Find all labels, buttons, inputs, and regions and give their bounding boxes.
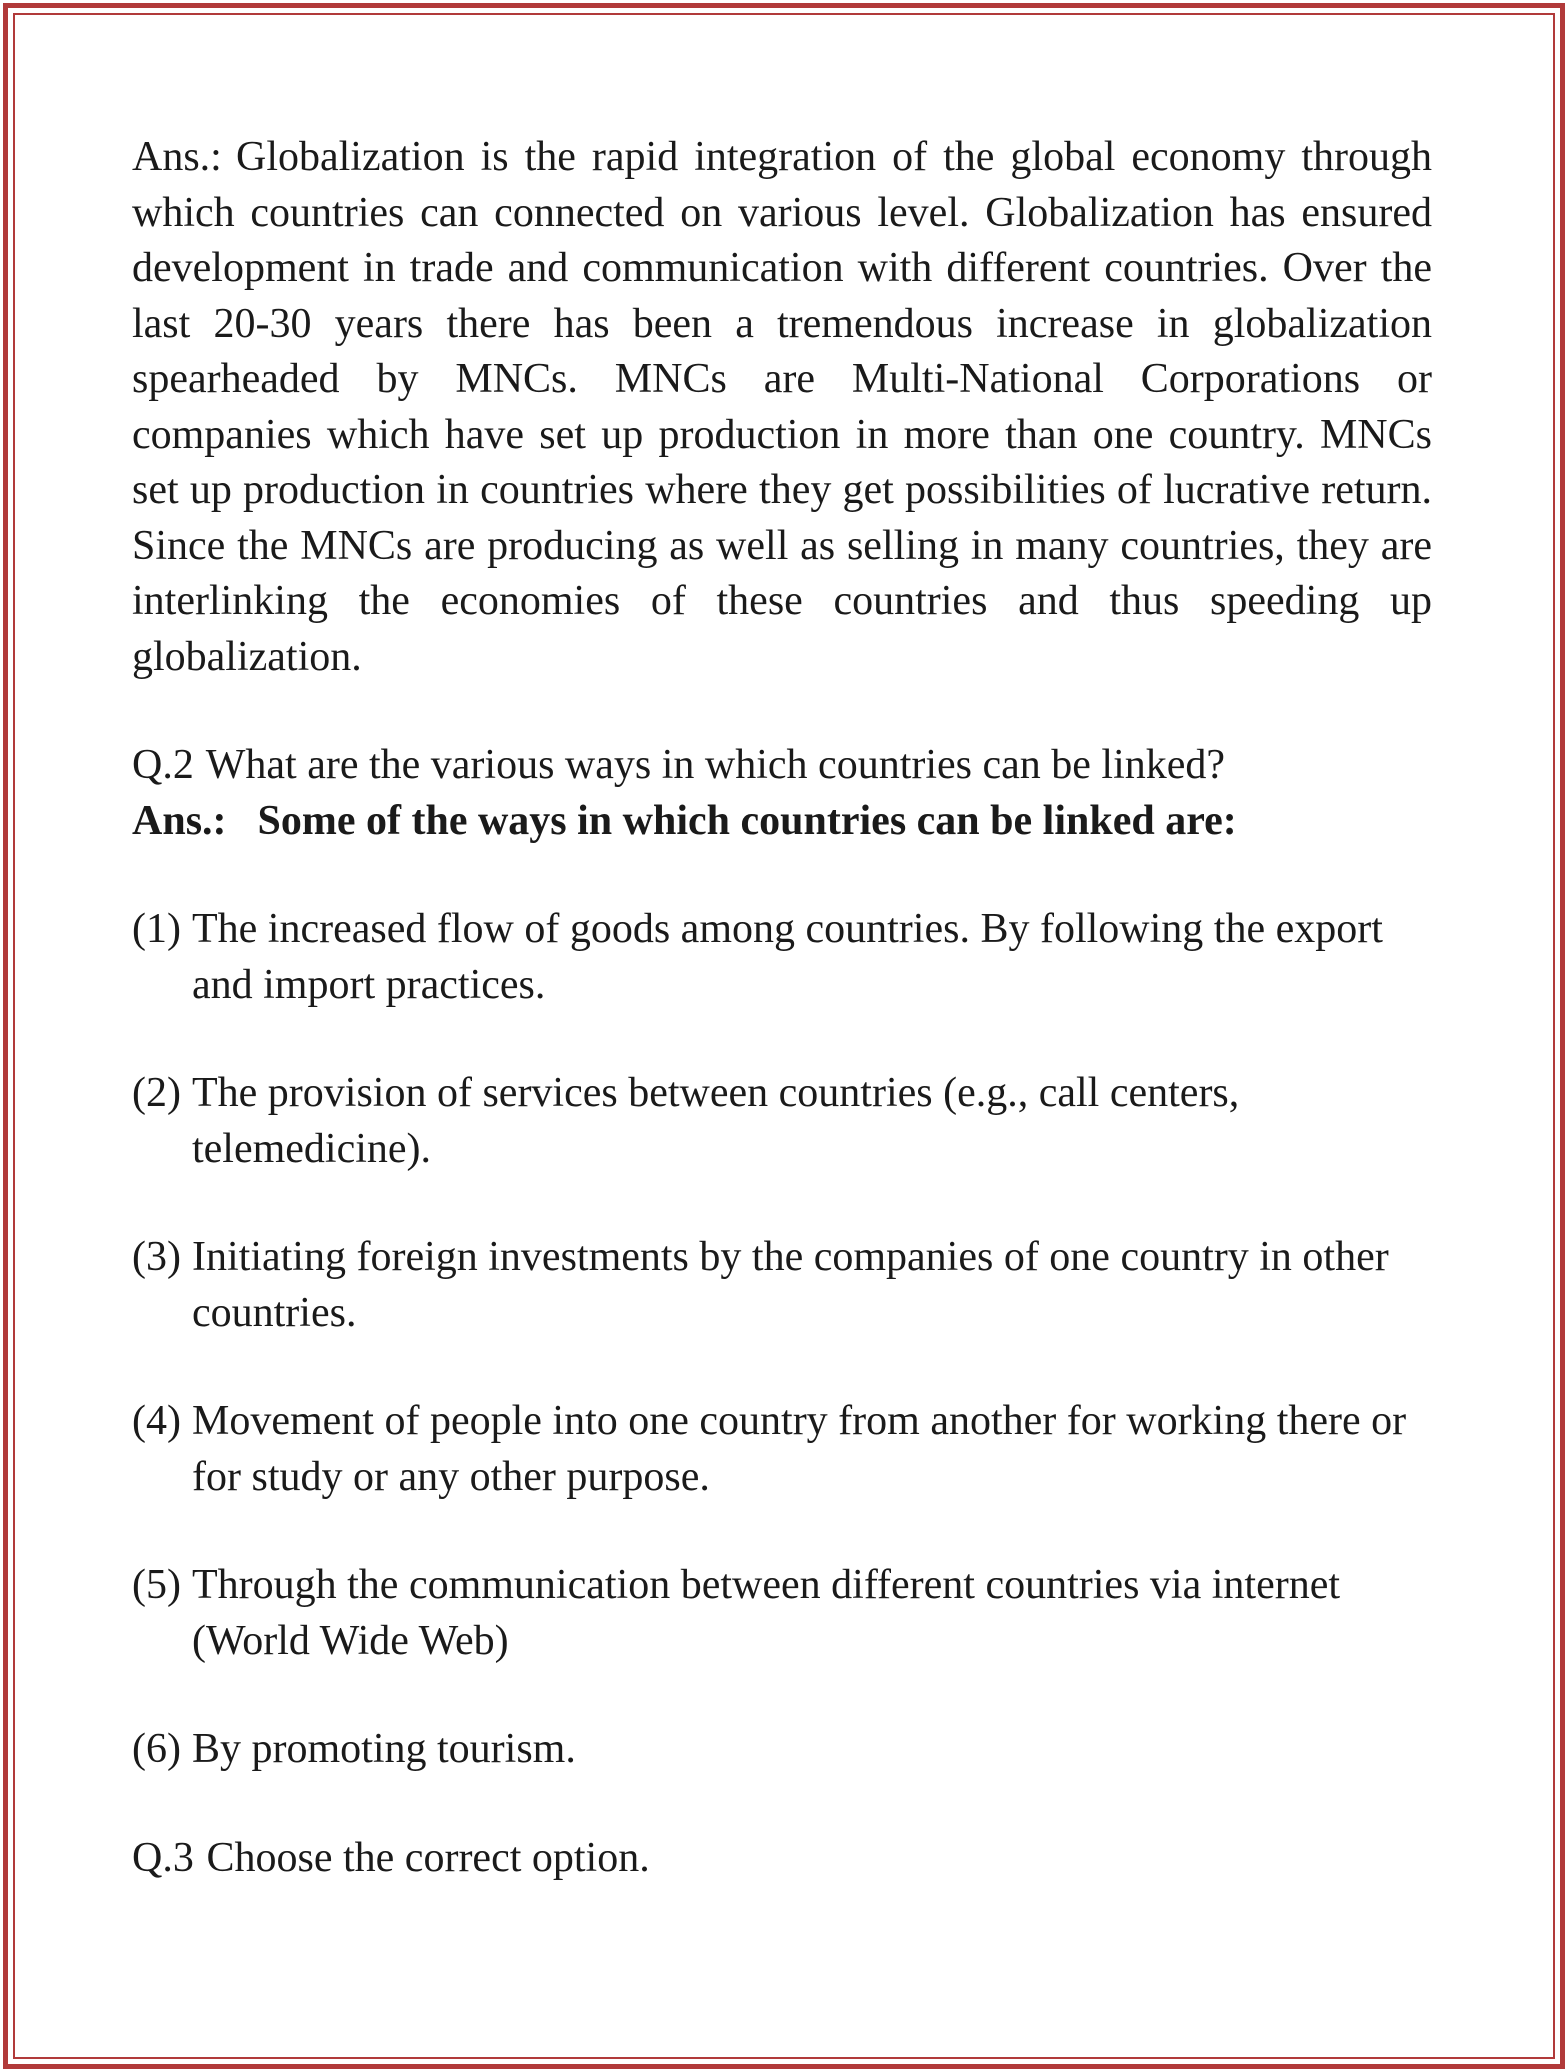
document-content (132, 130, 1432, 1886)
list-item-3 (132, 1230, 1432, 1341)
list-item-text: The provision of services between countries (e.g., call centers, telemedicine). (192, 1070, 1240, 1172)
list-item-text: By promoting tourism. (192, 1726, 576, 1772)
list-item-4 (132, 1394, 1432, 1505)
answer-2-intro (132, 794, 1432, 850)
list-item-number: (3) (132, 1234, 181, 1280)
list-item-1 (132, 902, 1432, 1013)
question-2 (132, 738, 1432, 794)
list-item-text: Through the communication between different countries via internet (World Wide Web) (192, 1562, 1341, 1664)
list-item-text: Movement of people into one country from another for working there or for study or any other purpose. (192, 1398, 1407, 1500)
answer-1-label: Ans.: (132, 134, 222, 180)
list-item-number: (2) (132, 1070, 181, 1116)
list-item-number: (5) (132, 1562, 181, 1608)
answer-1-paragraph (132, 130, 1432, 685)
answer-2-text: Some of the ways in which countries can be linked are: (257, 797, 1237, 844)
question-3-text: Choose the correct option. (206, 1834, 650, 1881)
list-item-text: The increased flow of goods among countries. By following the export and import practices. (192, 906, 1383, 1008)
list-item-text: Initiating foreign investments by the companies of one country in other countries. (192, 1234, 1389, 1336)
list-item-number: (1) (132, 906, 181, 952)
question-2-label: Q.2 (132, 742, 194, 788)
answer-2-label: Ans.: (132, 797, 227, 844)
list-item-number: (4) (132, 1398, 181, 1444)
list-item-2 (132, 1066, 1432, 1177)
question-3 (132, 1831, 1432, 1887)
question-2-text: What are the various ways in which countries can be linked? (205, 742, 1226, 788)
list-item-6 (132, 1722, 1432, 1778)
answer-1-text: Globalization is the rapid integration of the global economy through which countries can connected on various level. Globalization has ensured development in trade and communication with different countries. Over the last 20-30 years there has been a tremendous increase in globalization spearheaded by MNCs. MNCs are Multi-National Corporations or companies which have set up production in more than one country. MNCs set up production in countries where they get possibilities of lucrative return. Since the MNCs are producing as well as selling in many countries, they are interlinking the economies of these countries and thus speeding up globalization. (132, 134, 1432, 680)
question-3-label: Q.3 (132, 1834, 194, 1881)
list-item-5 (132, 1558, 1432, 1669)
list-item-number: (6) (132, 1726, 181, 1772)
